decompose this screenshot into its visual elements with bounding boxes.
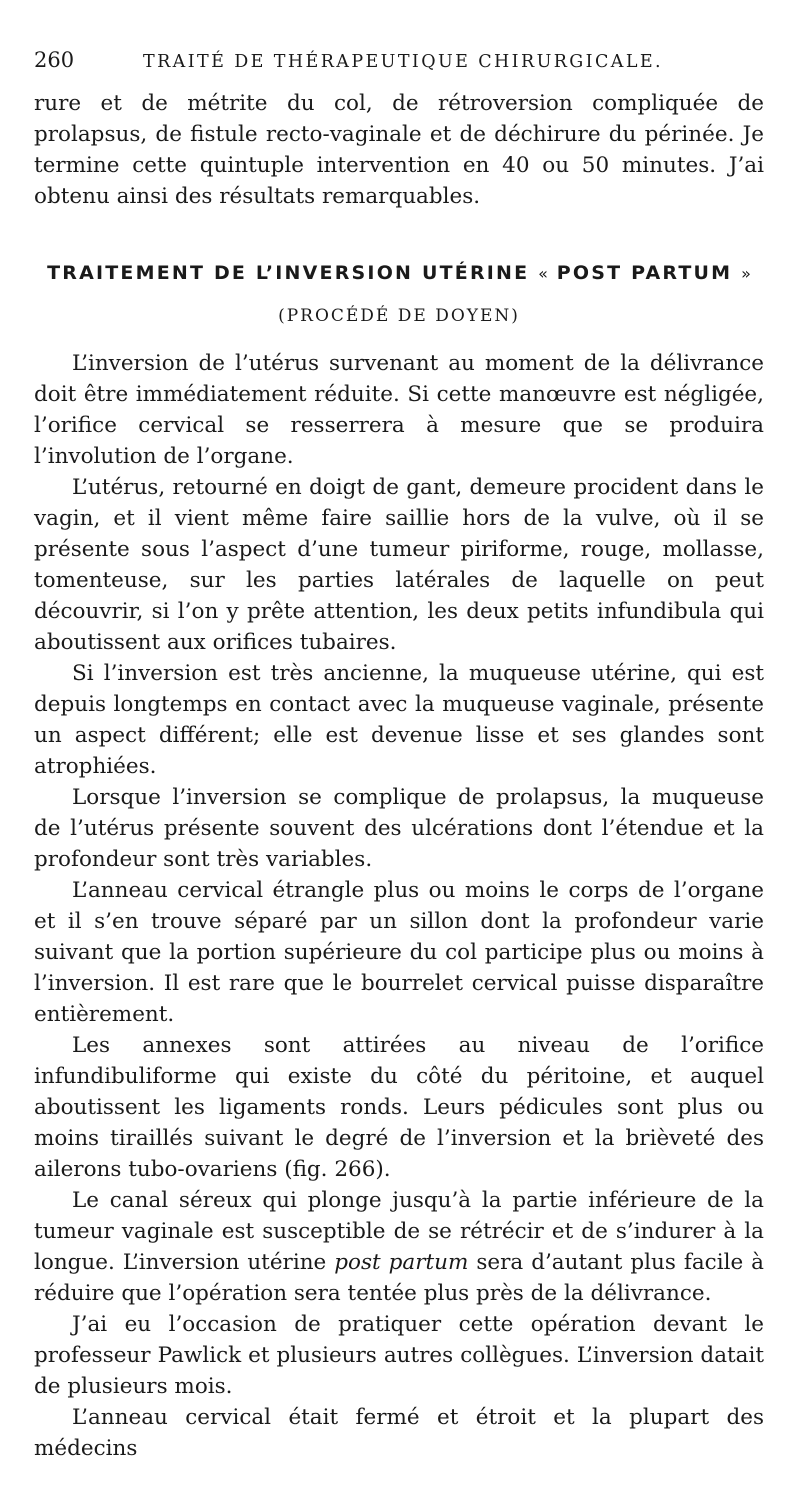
paragraph-text: Le canal séreux qui plonge jusqu’à la partie inférieure de la tumeur vaginale est susceptible de se rétrécir et de s’indurer à la longue. L’inversion utérine [34,1188,764,1275]
running-title: TRAITÉ DE THÉRAPEUTIQUE CHIRURGICALE. [143,52,663,72]
paragraph: L’anneau cervical était fermé et étroit et la plupart des médecins [34,1405,764,1461]
italic-term: post partum [334,1250,469,1275]
quote-open: « [538,264,548,283]
quote-close: » [741,264,751,283]
paragraph: L’anneau cervical étrangle plus ou moins le corps de l’organe et il s’en trouve séparé par un sillon dont la profondeur varie suivant que la portion supérieure du col participe plus ou moins à l’inversion. Il est rare que le bourrelet cervical puisse disparaître entièrement. [34,878,764,1027]
paragraph: Si l’inversion est très ancienne, la muqueuse utérine, qui est depuis longtemps en contact avec la muqueuse vaginale, présente un aspect différent; elle est devenue lisse et ses glandes sont atrophiées. [34,661,764,779]
paragraph-with-italic [34,1185,764,1309]
section-heading-main: TRAITEMENT DE L’INVERSION UTÉRINE [47,262,530,284]
page-number: 260 [34,48,75,72]
running-head [34,48,764,88]
paragraph: L’inversion de l’utérus survenant au moment de la délivrance doit être immédiatement réduite. Si cette manœuvre est négligée, l’orifice cervical se resserrera à mesure que se produira l’involution de l’organe. [34,351,764,469]
paragraph: J’ai eu l’occasion de pratiquer cette opération devant le professeur Pawlick et plusieurs autres collègues. L’inversion datait de plusieurs mois. [34,1312,764,1399]
section-subheading: (PROCÉDÉ DE DOYEN) [278,306,520,326]
paragraph-text: sera d’autant plus facile à réduire que l’opération sera tentée plus près de la délivrance. [34,1250,764,1306]
continuation-paragraph: rure et de métrite du col, de rétroversion compliquée de prolapsus, de fistule recto-vaginale et de déchirure du périnée. Je termine cette quintuple intervention en 40 ou 50 minutes. J’ai obtenu ainsi des résultats remarquables. [34,91,764,209]
paragraph: Les annexes sont attirées au niveau de l’orifice infundibuliforme qui existe du côté du péritoine, et auquel aboutissent les ligaments ronds. Leurs pédicules sont plus ou moins tiraillés suivant le degré de l’inversion et la brièveté des ailerons tubo-ovariens (fig. 266). [34,1033,764,1182]
section-heading-latin: POST PARTUM [556,262,733,284]
section-heading [34,262,764,284]
paragraph: Lorsque l’inversion se complique de prolapsus, la muqueuse de l’utérus présente souvent des ulcérations dont l’étendue et la profondeur sont très variables. [34,785,764,872]
paragraph: L’utérus, retourné en doigt de gant, demeure procident dans le vagin, et il vient même faire saillie hors de la vulve, où il se présente sous l’aspect d’une tumeur piriforme, rouge, mollasse, tomenteuse, sur les parties latérales de laquelle on peut découvrir, si l’on y prête attention, les deux petits infundibula qui aboutissent aux orifices tubaires. [34,475,764,655]
